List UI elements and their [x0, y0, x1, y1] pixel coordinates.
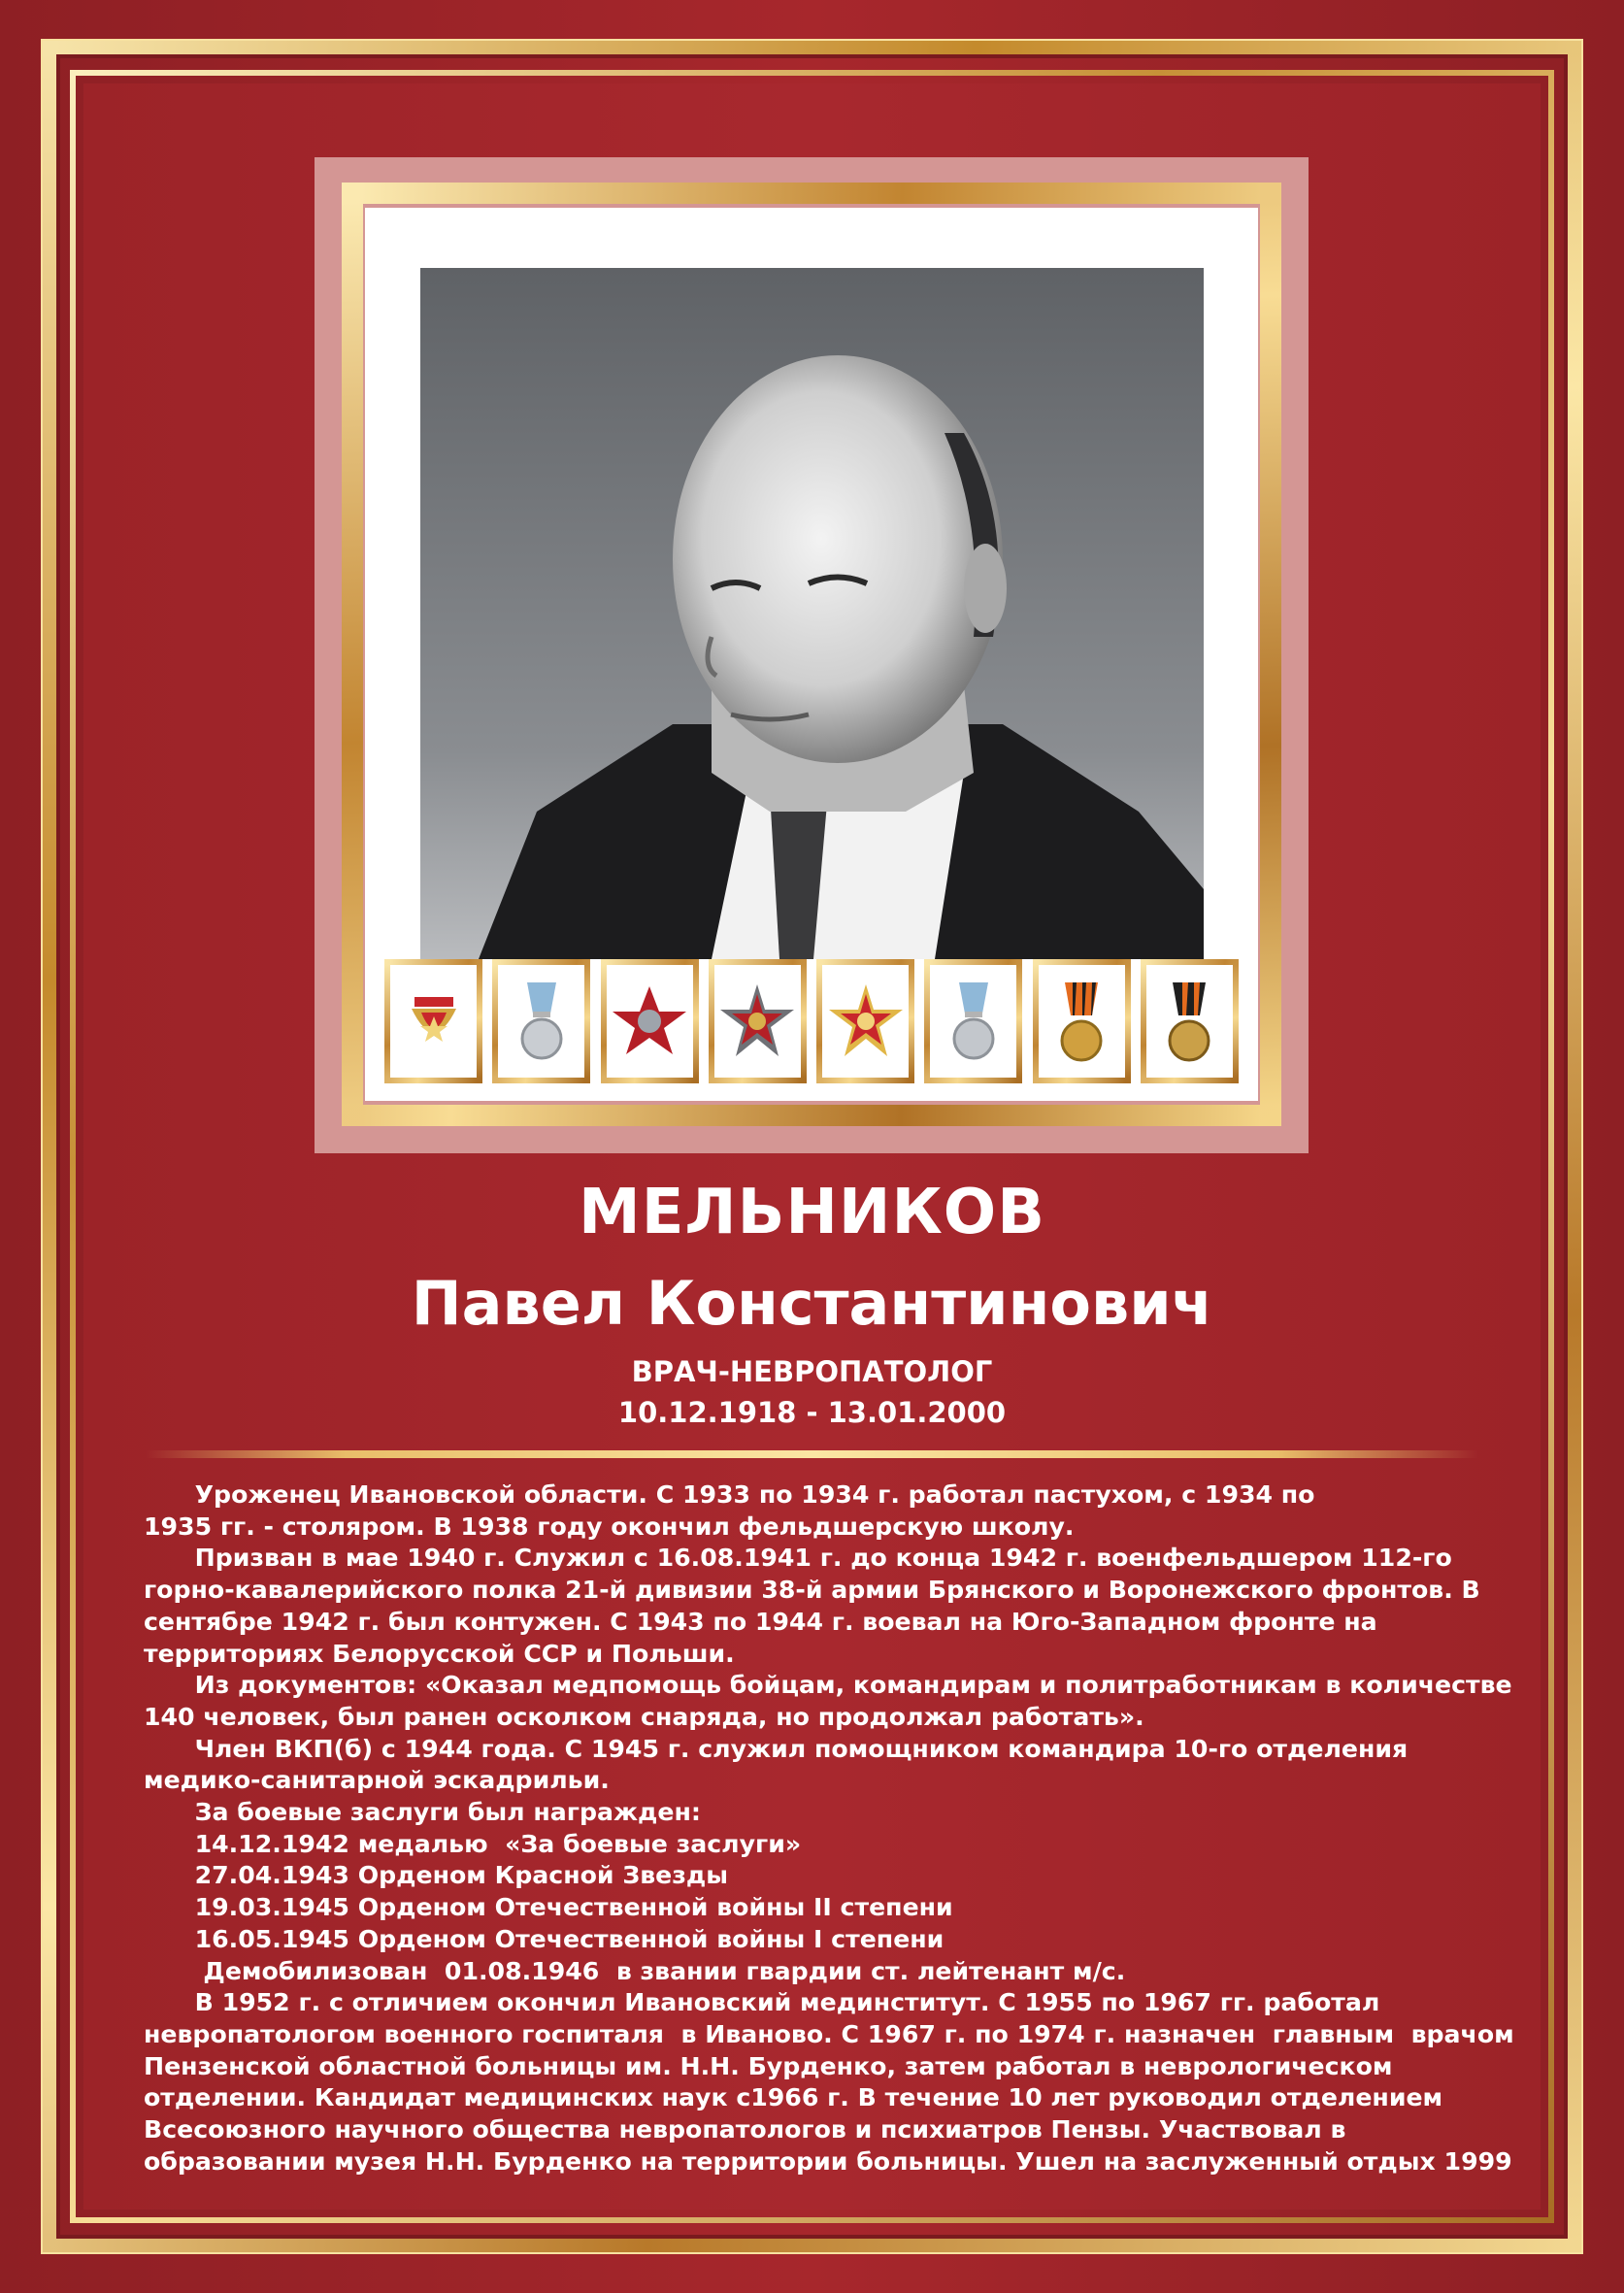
bio-line: территориях Белорусской ССР и Польши.: [144, 1639, 735, 1668]
medal-card: [1033, 959, 1131, 1083]
bio-line: невропатологом военного госпиталя в Иваново. С 1967 г. по 1974 г. назначен главным врачом: [144, 2019, 1514, 2048]
life-dates: 10.12.1918 - 13.01.2000: [617, 1396, 1007, 1429]
surname: МЕЛЬНИКОВ: [579, 1177, 1045, 1248]
medal-card: [1141, 959, 1239, 1083]
medal-card: [601, 959, 699, 1083]
profession: ВРАЧ-НЕВРОПАТОЛОГ: [631, 1355, 993, 1388]
bio-line: Пензенской областной больницы им. Н.Н. Бурденко, затем работал в неврологическом: [144, 2051, 1393, 2080]
portrait-photo: [420, 268, 1204, 959]
bio-line: 14.12.1942 медалью «За боевые заслуги»: [144, 1829, 802, 1858]
medal-card: [492, 959, 590, 1083]
medal-card: [924, 959, 1022, 1083]
order-red-star-icon: [611, 982, 688, 1060]
medal-capture-icon: [1155, 975, 1223, 1068]
bio-line: Из документов: «Оказал медпомощь бойцам, командирам и политработникам в количестве: [144, 1671, 1512, 1700]
bio-line: В 1952 г. с отличием окончил Ивановский мединститут. С 1955 по 1967 гг. работал: [144, 1988, 1380, 2017]
guards-badge-icon: [400, 978, 468, 1065]
medals-row: [384, 959, 1239, 1085]
order-patriotic-war-icon: [718, 982, 796, 1060]
bio-line: медико-санитарной эскадрильи.: [144, 1766, 610, 1795]
portrait-illustration: [420, 268, 1204, 959]
bio-line: образовании музея Н.Н. Бурденко на территории больницы. Ушел на заслуженный отдых 1999: [144, 2146, 1512, 2176]
bio-line: 19.03.1945 Орденом Отечественной войны II степени: [144, 1893, 953, 1922]
bio-line: Член ВКП(б) с 1944 года. С 1945 г. служил помощником командира 10-го отделения: [144, 1734, 1409, 1763]
order-patriotic-war-gold-icon: [827, 982, 905, 1060]
medal-for-merit-icon: [508, 975, 576, 1068]
bio-line: отделении. Кандидат медицинских наук с1966 г. В течение 10 лет руководил отделением: [144, 2083, 1443, 2112]
medal-card: [816, 959, 914, 1083]
bio-line: Демобилизован 01.08.1946 в звании гвардии ст. лейтенант м/с.: [144, 1956, 1126, 1985]
bio-line: 27.04.1943 Орденом Красной Звезды: [144, 1861, 728, 1890]
bio-line: Уроженец Ивановской области. С 1933 по 1934 г. работал пастухом, с 1934 по: [144, 1480, 1315, 1509]
bio-line: 16.05.1945 Орденом Отечественной войны I степени: [144, 1924, 945, 1953]
medal-for-courage-icon: [940, 975, 1008, 1068]
medal-victory-over-germany-icon: [1047, 975, 1115, 1068]
gold-divider: [146, 1450, 1478, 1458]
bio-line: 140 человек, был ранен осколком снаряда, но продолжал работать».: [144, 1702, 1144, 1731]
bio-line: сентябре 1942 г. был контужен. С 1943 по 1944 г. воевал на Юго-Западном фронте на: [144, 1607, 1377, 1636]
bio-line: 1935 гг. - столяром. В 1938 году окончил фельдшерскую школу.: [144, 1512, 1075, 1541]
given-names: Павел Константинович: [411, 1268, 1213, 1339]
medal-card: [384, 959, 482, 1083]
medal-card: [709, 959, 807, 1083]
biography-text: [144, 1479, 1514, 2177]
bio-line: Призван в мае 1940 г. Служил с 16.08.1941 г. до конца 1942 г. военфельдшером 112-го: [144, 1544, 1452, 1573]
bio-line: горно-кавалерийского полка 21-й дивизии 38-й армии Брянского и Воронежского фронтов. В: [144, 1576, 1480, 1605]
bio-line: Всесоюзного научного общества невропатологов и психиатров Пензы. Участвовал в: [144, 2115, 1346, 2144]
bio-line: За боевые заслуги был награжден:: [144, 1798, 701, 1827]
